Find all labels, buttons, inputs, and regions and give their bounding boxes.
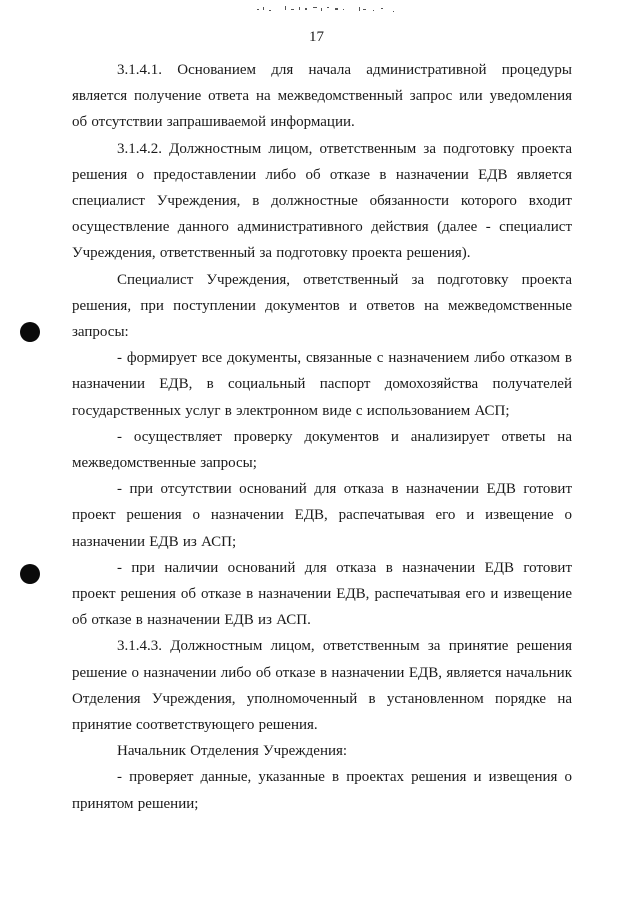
punch-hole-mark: [20, 322, 40, 342]
paragraph-3-1-4-2: 3.1.4.2. Должностным лицом, ответственным за подготовку проекта решения о предоставлении либо об отказе в назначении ЕДВ является специалист Учреждения, в должностные обязанности которого входит осуществление данного административного действия (далее - специалист Учреждения, ответственный за подготовку проекта решения).: [72, 140, 572, 262]
paragraph-3-1-4-3: 3.1.4.3. Должностным лицом, ответственным за принятие решения решение о назначении либо об отказе в назначении ЕДВ, является начальник Отделения Учреждения, уполномоченный в установленном порядке на принятие соответствующего решения.: [72, 638, 572, 734]
document-body: [72, 57, 572, 817]
paragraph-3-1-4-1: 3.1.4.1. Основанием для начала административной процедуры является получение ответа на межведомственный запрос или уведомления об отсутствии запрашиваемой информации.: [72, 62, 572, 131]
paragraph-head-of-department: Начальник Отделения Учреждения:: [117, 743, 348, 760]
list-item-forms-documents: - формирует все документы, связанные с назначением либо отказом в назначении ЕДВ, в социальный паспорт домохозяйства получателей государственных услуг в электронном виде с использованием АСП;: [72, 350, 572, 419]
list-item-checks-data: - проверяет данные, указанные в проектах решения и извещения о принятом решении;: [72, 769, 572, 812]
page-number: 17: [309, 29, 324, 45]
paragraph-specialist-duties-intro: Специалист Учреждения, ответственный за подготовку проекта решения, при поступлении документов и ответов на межведомственные запросы:: [72, 271, 572, 341]
list-item-prepares-approval: - при отсутствии оснований для отказа в назначении ЕДВ готовит проект решения о назначении ЕДВ, распечатывая его и извещение о назначении ЕДВ из АСП;: [72, 481, 572, 550]
scan-artifact-marks: [255, 4, 405, 14]
list-item-prepares-refusal: - при наличии оснований для отказа в назначении ЕДВ готовит проект решения об отказе в назначении ЕДВ, распечатывая его и извещение об отказе в назначении ЕДВ из АСП.: [72, 559, 572, 629]
list-item-checks-documents: - осуществляет проверку документов и анализирует ответы на межведомственные запросы;: [72, 428, 572, 472]
punch-hole-mark: [20, 564, 40, 584]
